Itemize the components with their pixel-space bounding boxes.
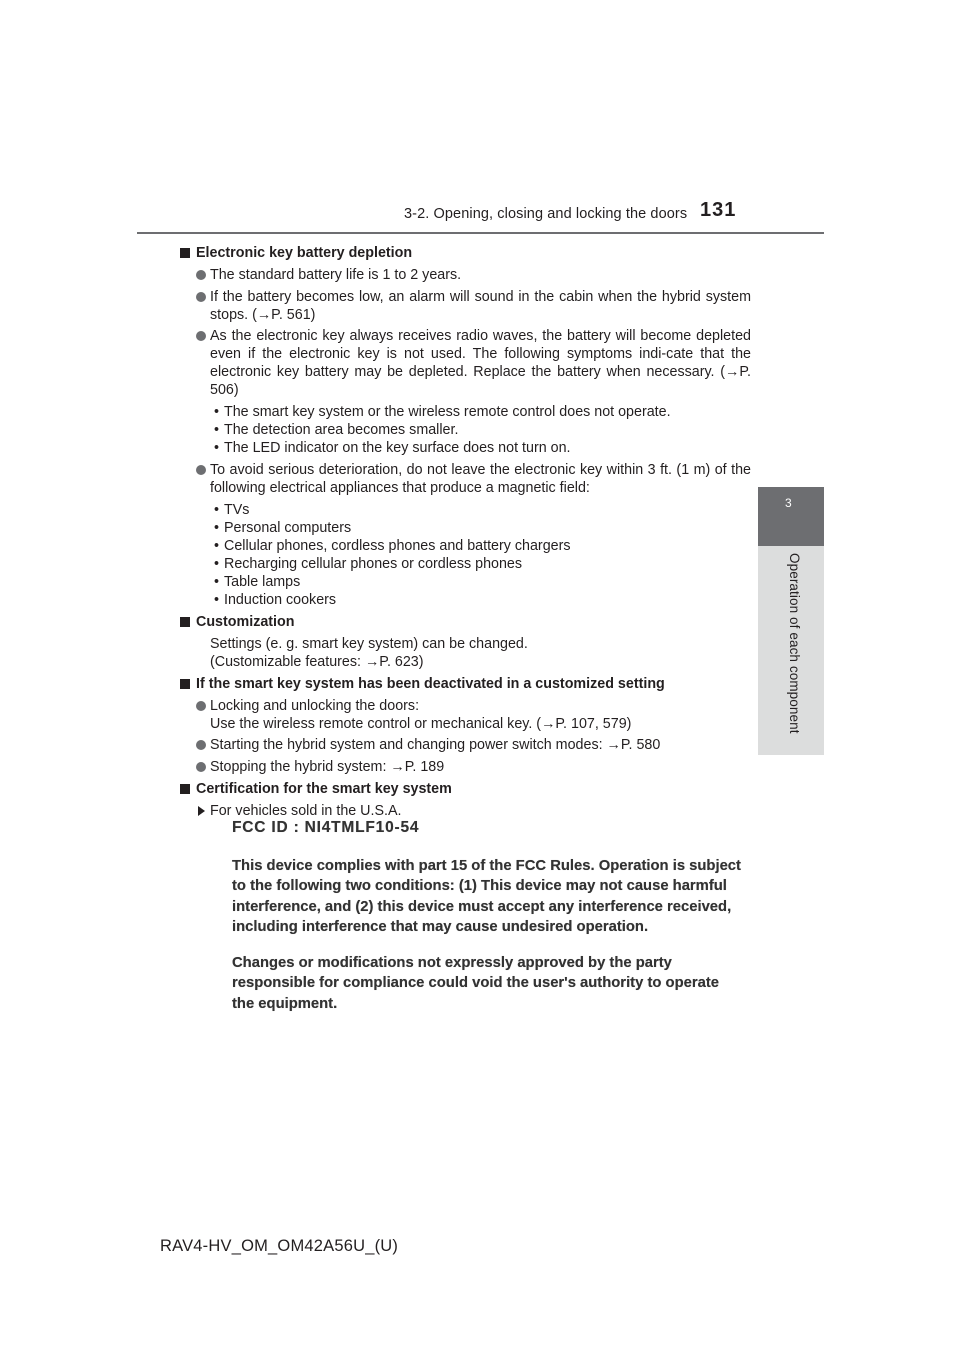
appliance-item: • Table lamps	[214, 573, 301, 590]
header-divider	[137, 232, 824, 234]
triangle-arrow-icon	[198, 806, 205, 816]
circle-bullet-icon	[196, 701, 206, 711]
list-item: Stopping the hybrid system: →P. 189	[196, 758, 751, 776]
list-item: To avoid serious deterioration, do not leave the electronic key within 3 ft. (1 m) of the following electrical appliances that produce a magnetic field: • TVs • Personal computers • Cellular phones, cordless phones and battery chargers • Recharging cellular phones or cordless phones • Table lamps • Induction cookers	[196, 461, 751, 609]
document-code: RAV4-HV_OM_OM42A56U_(U)	[160, 1237, 399, 1255]
square-bullet-icon	[180, 679, 190, 689]
battery-heading: Electronic key battery depletion	[180, 244, 751, 262]
fcc-id: FCC ID : NI4TMLF10-54	[232, 819, 420, 836]
main-content	[196, 240, 751, 824]
list-item: For vehicles sold in the U.S.A.	[196, 802, 751, 820]
page-number: 131	[700, 199, 737, 221]
symptom-item: • The smart key system or the wireless remote control does not operate.	[214, 404, 671, 421]
square-bullet-icon	[180, 617, 190, 627]
chapter-label: Operation of each component	[787, 553, 802, 734]
deactivated-heading: If the smart key system has been deactivated in a customized setting	[180, 675, 751, 693]
appliance-item: • Induction cookers	[214, 591, 337, 608]
appliance-item: • Recharging cellular phones or cordless phones	[214, 555, 523, 572]
appliance-item: • Personal computers	[214, 519, 352, 536]
symptom-item: • The detection area becomes smaller.	[214, 422, 459, 439]
list-item: The standard battery life is 1 to 2 years.	[196, 266, 751, 284]
fcc-compliance-text: This device complies with part 15 of the FCC Rules. Operation is subject to the following two conditions: (1) This device may not cause harmful interference, and (2) this device must accept any interference received, including interference that may cause undesired operation.	[232, 857, 741, 935]
list-item: If the battery becomes low, an alarm will sound in the cabin when the hybrid system stops. (→P. 561)	[196, 288, 751, 324]
square-bullet-icon	[180, 248, 190, 258]
list-item: Locking and unlocking the doors: Use the wireless remote control or mechanical key. (→P. 107, 579)	[196, 697, 751, 733]
list-item: Starting the hybrid system and changing power switch modes: →P. 580	[196, 736, 751, 754]
appliance-item: • Cellular phones, cordless phones and battery chargers	[214, 537, 571, 554]
chapter-tab	[758, 487, 824, 546]
appliance-item: • TVs	[214, 501, 250, 518]
symptom-item: • The LED indicator on the key surface does not turn on.	[214, 440, 571, 457]
circle-bullet-icon	[196, 331, 206, 341]
circle-bullet-icon	[196, 292, 206, 302]
square-bullet-icon	[180, 784, 190, 794]
circle-bullet-icon	[196, 270, 206, 280]
customization-text: Settings (e. g. smart key system) can be changed. (Customizable features: →P. 623)	[210, 635, 528, 670]
circle-bullet-icon	[196, 740, 206, 750]
symptom-list	[210, 403, 751, 457]
circle-bullet-icon	[196, 465, 206, 475]
fcc-statement	[232, 818, 742, 1029]
list-item: As the electronic key always receives radio waves, the battery will become depleted even if the electronic key is not used. The following symptoms indi-cate that the electronic key battery may be depleted. Replace the battery when necessary. (→P. 506) • The smart key system or the wireless remote control does not operate. • The detection area becomes smaller. • The LED indicator on the key surface does not turn on.	[196, 327, 751, 457]
fcc-modification-text: Changes or modifications not expressly approved by the party responsible for compliance could void the user's authority to operate the equipment.	[232, 954, 719, 1012]
certification-heading: Certification for the smart key system	[180, 780, 751, 798]
customization-heading: Customization	[180, 613, 751, 631]
section-title: 3-2. Opening, closing and locking the doors	[404, 206, 688, 222]
chapter-number: 3	[785, 496, 792, 510]
circle-bullet-icon	[196, 762, 206, 772]
appliance-list	[210, 501, 751, 609]
